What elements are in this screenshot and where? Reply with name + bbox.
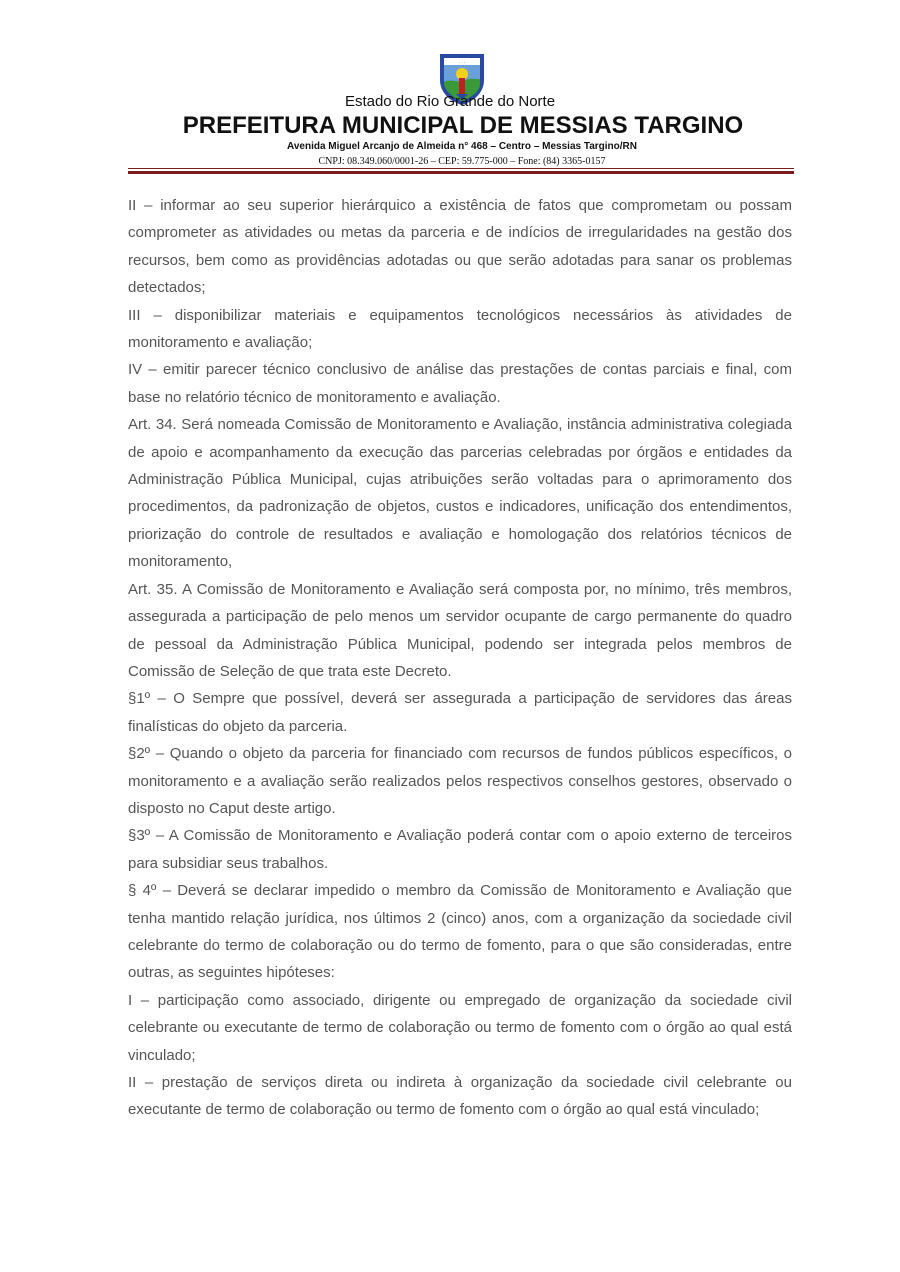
document-body (128, 192, 792, 1124)
header-divider-thick (128, 171, 794, 174)
paragraph-item-ii: II – informar ao seu superior hierárquico a existência de fatos que comprometam ou possam comprometer as atividades ou metas da parceria e de indícios de irregularidades na gestão dos recursos, bem como as providências adotadas ou que serão adotadas para sanar os problemas detectados; (128, 197, 792, 297)
paragraph-section-2: §2º – Quando o objeto da parceria for financiado com recursos de fundos públicos específicos, o monitoramento e a avaliação serão realizados pelos respectivos conselhos gestores, observado o disposto no Caput deste artigo. (128, 745, 792, 817)
paragraph-item-i: I – participação como associado, dirigente ou empregado de organização da sociedade civil celebrante ou executante de termo de colaboração ou termo de fomento com o órgão ao qual está vinculado; (128, 991, 792, 1064)
paragraph-art-34: Art. 34. Será nomeada Comissão de Monitoramento e Avaliação, instância administrativa colegiada de apoio e acompanhamento da execução das parcerias celebradas por órgãos e entidades da Administração Pública Municipal, cujas atribuições serão voltadas para o aprimoramento dos procedimentos, da padronização de objetos, custos e indicadores, unificação dos entendimentos, priorização do controle de resultados e avaliação e homologação dos relatórios técnicos de monitoramento, (128, 416, 792, 571)
paragraph-section-3: §3º – A Comissão de Monitoramento e Avaliação poderá contar com o apoio externo de terceiros para subsidiar seus trabalhos. (128, 827, 792, 872)
address-line: Avenida Miguel Arcanjo de Almeida n° 468 – Centro – Messias Targino/RN (286, 141, 637, 152)
paragraph-item-ii-b: II – prestação de serviços direta ou indireta à organização da sociedade civil celebrante ou executante de termo de colaboração ou termo de fomento com o órgão ao qual está vinculado; (128, 1074, 792, 1119)
svg-text:· · ·: · · · (458, 60, 466, 65)
state-name: Estado do Rio Grande do Norte (344, 93, 556, 110)
paragraph-section-4: § 4º – Deverá se declarar impedido o membro da Comissão de Monitoramento e Avaliação que tenha mantido relação jurídica, nos últimos 2 (cinco) anos, com a organização da sociedade civil celebrante do termo de colaboração ou do termo de fomento, para o que são consideradas, entre outras, as seguintes hipóteses: (128, 882, 792, 982)
paragraph-item-iii: III – disponibilizar materiais e equipamentos tecnológicos necessários às atividades de monitoramento e avaliação; (128, 306, 792, 352)
contact-line: CNPJ: 08.349.060/0001-26 – CEP: 59.775-000 – Fone: (84) 3365-0157 (318, 156, 606, 167)
header-divider-thin (128, 168, 794, 169)
paragraph-section-1: §1º – O Sempre que possível, deverá ser assegurada a participação de servidores das áreas finalísticas do objeto da parceria. (128, 690, 792, 735)
page-title: PREFEITURA MUNICIPAL DE MESSIAS TARGINO (182, 112, 744, 139)
paragraph-item-iv: IV – emitir parecer técnico conclusivo de análise das prestações de contas parciais e final, com base no relatório técnico de monitoramento e avaliação. (128, 361, 792, 406)
paragraph-art-35: Art. 35. A Comissão de Monitoramento e Avaliação será composta por, no mínimo, três membros, assegurada a participação de pelo menos um servidor ocupante de cargo permanente do quadro de pessoal da Administração Pública Municipal, podendo ser integrada pelos membros de Comissão de Seleção de que trata este Decreto. (128, 580, 792, 680)
